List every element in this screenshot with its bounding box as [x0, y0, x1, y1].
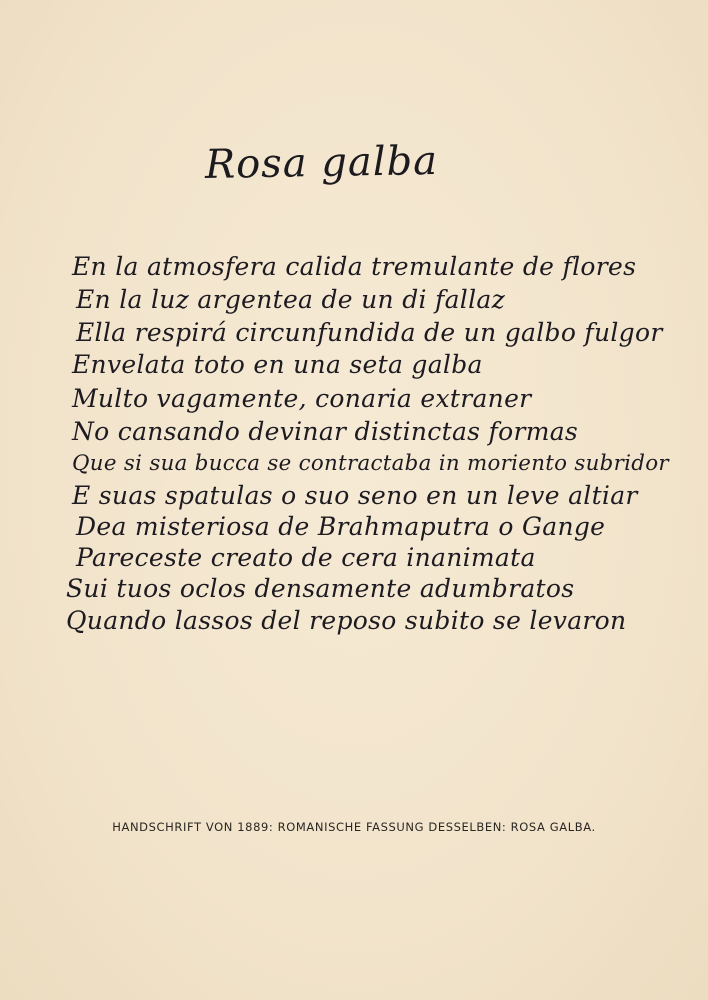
poem-line: Envelata toto en una seta galba [72, 350, 483, 379]
poem-line: En la luz argentea de un di fallaz [76, 285, 506, 314]
poem-line: E suas spatulas o suo seno en un leve altiar [72, 481, 638, 510]
poem-line: Quando lassos del reposo subito se levaron [66, 606, 627, 635]
poem-line: Sui tuos oclos densamente adumbratos [66, 574, 575, 603]
poem-line: Dea misteriosa de Brahmaputra o Gange [76, 512, 606, 541]
poem-line: Que si sua bucca se contractaba in moriento subridor [72, 451, 669, 476]
poem-line: Pareceste creato de cera inanimata [76, 543, 536, 572]
poem-title: Rosa galba [204, 137, 439, 189]
caption: HANDSCHRIFT VON 1889: ROMANISCHE FASSUNG DESSELBEN: ROSA GALBA. [112, 820, 596, 834]
poem-line: Multo vagamente, conaria extraner [72, 384, 532, 413]
poem-line: No cansando devinar distinctas formas [72, 417, 579, 446]
poem-line: Ella respirá circunfundida de un galbo fulgor [76, 318, 663, 347]
poem-line: En la atmosfera calida tremulante de flores [72, 252, 637, 281]
